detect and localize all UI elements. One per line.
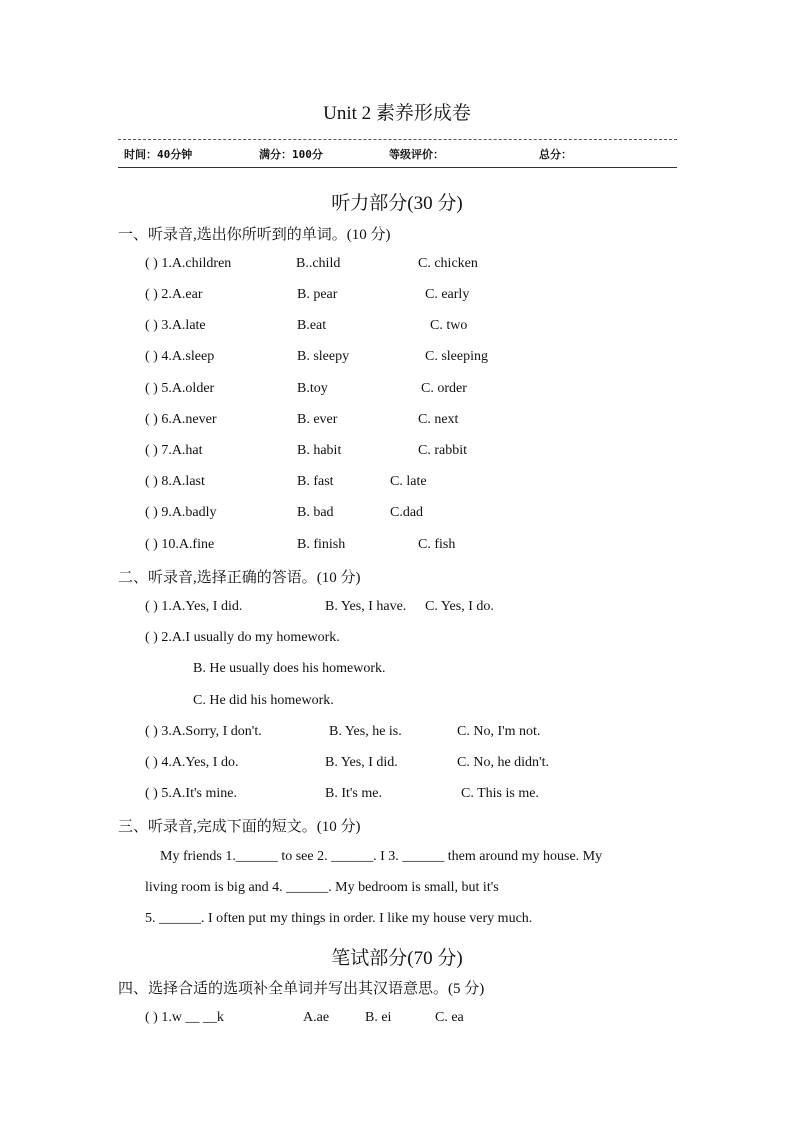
section-1-title: 一、听录音,选出你所听到的单词。(10 分) xyxy=(118,227,391,243)
page-title: Unit 2 素养形成卷 xyxy=(323,103,471,124)
writing-part-title: 笔试部分(70 分) xyxy=(331,948,463,969)
option-b: B.eat xyxy=(297,318,327,333)
option-b: B. fast xyxy=(297,474,334,489)
item-question: ( ) 9.A.badly xyxy=(145,505,217,520)
option-b: B. Yes, he is. xyxy=(329,724,402,739)
item-question: ( ) 5.A.older xyxy=(145,381,215,396)
option-b: B. sleepy xyxy=(297,349,350,364)
item-question: ( ) 1.A.children xyxy=(145,256,232,271)
option-c: C. sleeping xyxy=(425,349,488,364)
option-c: C. rabbit xyxy=(418,443,467,458)
section-2-title: 二、听录音,选择正确的答语。(10 分) xyxy=(118,570,361,586)
passage-line-3: 5. ______. I often put my things in order. I like my house very much. xyxy=(145,911,533,926)
option-c: C. next xyxy=(418,412,459,427)
option-c: C. No, he didn't. xyxy=(457,755,549,770)
option-b: B. Yes, I did. xyxy=(325,755,398,770)
item-question: ( ) 6.A.never xyxy=(145,412,217,427)
option-c: C. order xyxy=(421,381,467,396)
option-c: C. two xyxy=(430,318,468,333)
option-a: A.ae xyxy=(303,1010,330,1025)
option-b: B.toy xyxy=(297,381,328,396)
option-b: B. habit xyxy=(297,443,342,458)
listening-part-title: 听力部分(30 分) xyxy=(331,193,463,214)
full-score: 满分：100分 xyxy=(259,148,323,161)
option-c: C. Yes, I do. xyxy=(425,599,494,614)
item-question: ( ) 4.A.sleep xyxy=(145,349,215,364)
item-question: ( ) 8.A.last xyxy=(145,474,205,489)
option-b: B. bad xyxy=(297,505,334,520)
option-c: C. He did his homework. xyxy=(193,693,334,708)
grade-evaluation: 等级评价： xyxy=(389,148,444,161)
passage-line-1: My friends 1.______ to see 2. ______. I 3. ______ them around my house. My xyxy=(160,849,603,864)
header-dashed-rule xyxy=(118,139,677,140)
item-question: ( ) 10.A.fine xyxy=(145,537,215,552)
option-b: B. Yes, I have. xyxy=(325,599,407,614)
option-c: C. early xyxy=(425,287,470,302)
option-b: B. pear xyxy=(297,287,338,302)
option-c: C. This is me. xyxy=(461,786,539,801)
item-question: ( ) 1.w __ __k xyxy=(145,1010,224,1025)
time-limit: 时间：40分钟 xyxy=(124,148,193,161)
option-b: B. It's me. xyxy=(325,786,382,801)
item-question: ( ) 3.A.Sorry, I don't. xyxy=(145,724,262,739)
section-4-title: 四、选择合适的选项补全单词并写出其汉语意思。(5 分) xyxy=(118,981,485,997)
item-question: ( ) 1.A.Yes, I did. xyxy=(145,599,243,614)
option-c: C. ea xyxy=(435,1010,464,1025)
option-b: B. ever xyxy=(297,412,338,427)
option-c: C. No, I'm not. xyxy=(457,724,541,739)
item-question: ( ) 7.A.hat xyxy=(145,443,203,458)
item-question: ( ) 3.A.late xyxy=(145,318,206,333)
option-c: C. late xyxy=(390,474,427,489)
option-b: B. He usually does his homework. xyxy=(193,661,386,676)
option-b: B. finish xyxy=(297,537,346,552)
option-b: B. ei xyxy=(365,1010,392,1025)
option-b: B..child xyxy=(296,256,341,271)
passage-line-2: living room is big and 4. ______. My bedroom is small, but it's xyxy=(145,880,499,895)
total-score: 总分： xyxy=(539,148,572,161)
item-question: ( ) 2.A.I usually do my homework. xyxy=(145,630,340,645)
header-solid-rule xyxy=(118,167,677,168)
item-question: ( ) 4.A.Yes, I do. xyxy=(145,755,239,770)
option-c: C.dad xyxy=(390,505,424,520)
option-c: C. chicken xyxy=(418,256,478,271)
section-3-title: 三、听录音,完成下面的短文。(10 分) xyxy=(118,819,361,835)
item-question: ( ) 2.A.ear xyxy=(145,287,203,302)
option-c: C. fish xyxy=(418,537,456,552)
item-question: ( ) 5.A.It's mine. xyxy=(145,786,237,801)
